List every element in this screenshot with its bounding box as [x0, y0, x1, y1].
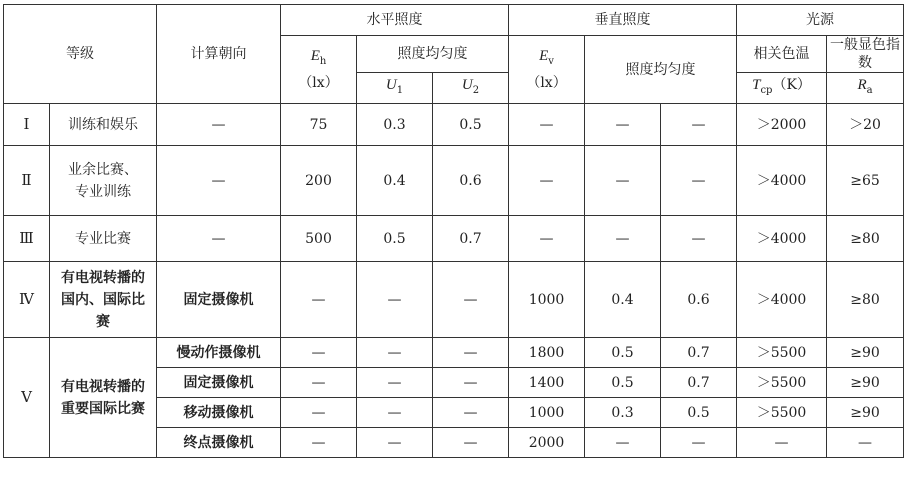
- vertical-u1-cell: —: [585, 146, 661, 216]
- horizontal-u1-cell: 0.5: [357, 216, 433, 262]
- vertical-u1-cell: 0.3: [585, 398, 661, 428]
- header-light-source: 光源: [737, 5, 904, 36]
- header-horizontal-u2: $U_2$: [433, 73, 509, 104]
- vertical-u2-cell: —: [661, 216, 737, 262]
- ra-cell: ≥90: [827, 338, 904, 368]
- level-name-cell: 有电视转播的重要国际比赛: [50, 338, 157, 458]
- horizontal-u2-cell: —: [433, 428, 509, 458]
- eh-cell: —: [281, 368, 357, 398]
- vertical-u1-cell: —: [585, 104, 661, 146]
- table-row: [4, 216, 904, 262]
- orientation-cell: —: [157, 216, 281, 262]
- orientation-cell: 固定摄像机: [157, 368, 281, 398]
- ev-cell: —: [509, 216, 585, 262]
- header-vertical-uniformity: 照度均匀度: [585, 36, 737, 104]
- level-cell: Ⅰ: [4, 104, 50, 146]
- level-name-cell: 专业比赛: [50, 216, 157, 262]
- ev-cell: 2000: [509, 428, 585, 458]
- header-horizontal-illuminance: 水平照度: [281, 5, 509, 36]
- level-name-cell: 有电视转播的国内、国际比赛: [50, 262, 157, 338]
- tcp-cell: ＞5500: [737, 368, 827, 398]
- tcp-cell: ＞2000: [737, 104, 827, 146]
- ra-cell: ≥65: [827, 146, 904, 216]
- level-cell: Ⅳ: [4, 262, 50, 338]
- ra-cell: ＞20: [827, 104, 904, 146]
- header-color-temperature: 相关色温: [737, 36, 827, 73]
- header-grade: 等级: [4, 5, 157, 104]
- horizontal-u2-cell: 0.6: [433, 146, 509, 216]
- orientation-cell: 移动摄像机: [157, 398, 281, 428]
- eh-cell: —: [281, 398, 357, 428]
- vertical-u2-cell: 0.5: [661, 398, 737, 428]
- vertical-u1-cell: 0.5: [585, 338, 661, 368]
- ra-cell: ≥80: [827, 262, 904, 338]
- table-row: [4, 262, 904, 338]
- eh-cell: —: [281, 338, 357, 368]
- ev-cell: 1400: [509, 368, 585, 398]
- table-row: [4, 146, 904, 216]
- eh-cell: —: [281, 262, 357, 338]
- horizontal-u1-cell: —: [357, 368, 433, 398]
- orientation-cell: —: [157, 104, 281, 146]
- ra-cell: ≥90: [827, 368, 904, 398]
- vertical-u2-cell: 0.7: [661, 338, 737, 368]
- horizontal-u2-cell: —: [433, 262, 509, 338]
- horizontal-u2-cell: —: [433, 368, 509, 398]
- horizontal-u1-cell: 0.3: [357, 104, 433, 146]
- ev-cell: —: [509, 146, 585, 216]
- vertical-u1-cell: 0.4: [585, 262, 661, 338]
- vertical-u2-cell: —: [661, 428, 737, 458]
- orientation-cell: 固定摄像机: [157, 262, 281, 338]
- vertical-u1-cell: 0.5: [585, 368, 661, 398]
- vertical-u2-cell: 0.7: [661, 368, 737, 398]
- tcp-cell: ＞5500: [737, 338, 827, 368]
- ev-cell: 1000: [509, 262, 585, 338]
- header-row-1: [4, 5, 904, 36]
- header-ev: $E_v$ （lx）: [509, 36, 585, 104]
- ra-cell: ≥90: [827, 398, 904, 428]
- ra-cell: ≥80: [827, 216, 904, 262]
- table-row: [4, 104, 904, 146]
- vertical-u1-cell: —: [585, 428, 661, 458]
- orientation-cell: 终点摄像机: [157, 428, 281, 458]
- header-horizontal-u1: $U_1$: [357, 73, 433, 104]
- orientation-cell: —: [157, 146, 281, 216]
- ev-cell: 1800: [509, 338, 585, 368]
- eh-cell: 500: [281, 216, 357, 262]
- level-name-cell: 训练和娱乐: [50, 104, 157, 146]
- horizontal-u2-cell: —: [433, 338, 509, 368]
- table-row: [4, 338, 904, 368]
- tcp-cell: ＞4000: [737, 216, 827, 262]
- ev-cell: 1000: [509, 398, 585, 428]
- horizontal-u1-cell: 0.4: [357, 146, 433, 216]
- level-cell: Ⅱ: [4, 146, 50, 216]
- horizontal-u1-cell: —: [357, 338, 433, 368]
- horizontal-u1-cell: —: [357, 262, 433, 338]
- horizontal-u2-cell: 0.7: [433, 216, 509, 262]
- vertical-u2-cell: 0.6: [661, 262, 737, 338]
- horizontal-u1-cell: —: [357, 428, 433, 458]
- header-tcp: $T_{cp}(K)$: [737, 73, 827, 104]
- ra-cell: —: [827, 428, 904, 458]
- tcp-cell: —: [737, 428, 827, 458]
- header-orientation: 计算朝向: [157, 5, 281, 104]
- tcp-cell: ＞4000: [737, 146, 827, 216]
- header-vertical-illuminance: 垂直照度: [509, 5, 737, 36]
- tcp-cell: ＞4000: [737, 262, 827, 338]
- horizontal-u2-cell: —: [433, 398, 509, 428]
- eh-cell: 200: [281, 146, 357, 216]
- eh-cell: 75: [281, 104, 357, 146]
- header-color-rendering: 一般显色指数: [827, 36, 904, 73]
- tcp-cell: ＞5500: [737, 398, 827, 428]
- horizontal-u2-cell: 0.5: [433, 104, 509, 146]
- level-name-cell: 业余比赛、专业训练: [50, 146, 157, 216]
- level-cell: Ⅴ: [4, 338, 50, 458]
- level-cell: Ⅲ: [4, 216, 50, 262]
- eh-cell: —: [281, 428, 357, 458]
- header-horizontal-uniformity: 照度均匀度: [357, 36, 509, 73]
- header-eh: $E_h$ （lx）: [281, 36, 357, 104]
- vertical-u1-cell: —: [585, 216, 661, 262]
- horizontal-u1-cell: —: [357, 398, 433, 428]
- vertical-u2-cell: —: [661, 146, 737, 216]
- orientation-cell: 慢动作摄像机: [157, 338, 281, 368]
- vertical-u2-cell: —: [661, 104, 737, 146]
- illuminance-standards-table: [3, 4, 904, 458]
- ev-cell: —: [509, 104, 585, 146]
- header-ra: $R_a$: [827, 73, 904, 104]
